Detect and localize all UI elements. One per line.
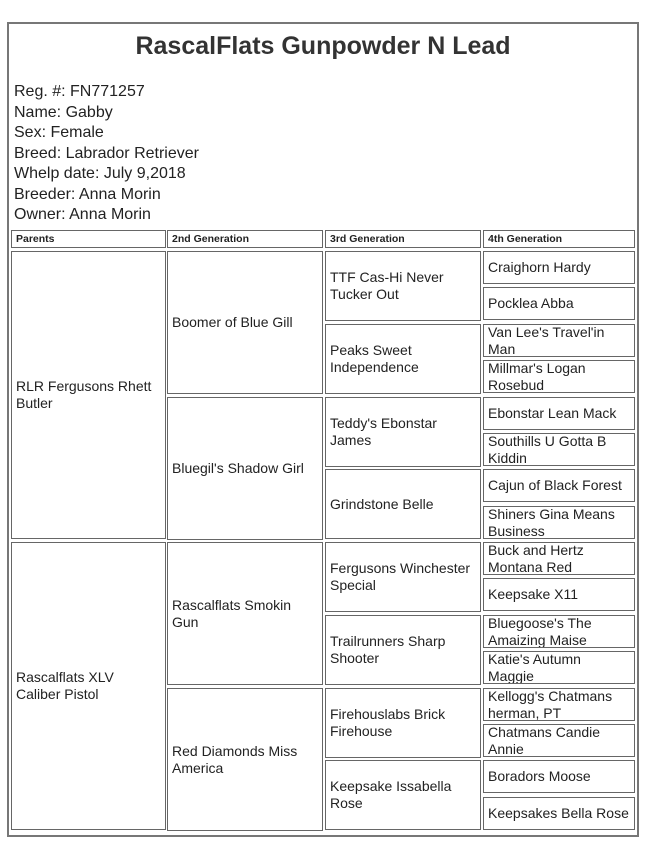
gen3-cell: Grindstone Belle bbox=[325, 469, 481, 539]
gen3-cell: Keepsake Issabella Rose bbox=[325, 760, 481, 830]
pedigree-grid bbox=[9, 228, 637, 835]
gen2-cell: Bluegil's Shadow Girl bbox=[167, 397, 323, 540]
parent-cell: RLR Fergusons Rhett Butler bbox=[11, 251, 166, 539]
gen4-cell: Bluegoose's The Amaizing Maise bbox=[483, 615, 635, 648]
column-header: Parents bbox=[11, 230, 166, 248]
gen3-cell: Firehouslabs Brick Firehouse bbox=[325, 688, 481, 758]
gen3-cell: Trailrunners Sharp Shooter bbox=[325, 615, 481, 685]
gen4-cell: Katie's Autumn Maggie bbox=[483, 651, 635, 684]
column-header: 3rd Generation bbox=[325, 230, 481, 248]
gen4-cell: Craighorn Hardy bbox=[483, 251, 635, 284]
gen3-cell: Teddy's Ebonstar James bbox=[325, 397, 481, 467]
reg-number: Reg. #: FN771257 bbox=[14, 83, 145, 100]
gen4-cell: Van Lee's Travel'in Man bbox=[483, 324, 635, 357]
gen4-cell: Millmar's Logan Rosebud bbox=[483, 360, 635, 393]
header-section bbox=[9, 24, 637, 228]
gen3-cell: TTF Cas-Hi Never Tucker Out bbox=[325, 251, 481, 321]
owner: Owner: Anna Morin bbox=[14, 206, 151, 223]
gen2-cell: Boomer of Blue Gill bbox=[167, 251, 323, 394]
whelp-date: Whelp date: July 9,2018 bbox=[14, 165, 186, 182]
gen4-cell: Southills U Gotta B Kiddin bbox=[483, 433, 635, 466]
column-header: 2nd Generation bbox=[167, 230, 323, 248]
gen4-cell: Pocklea Abba bbox=[483, 287, 635, 320]
gen4-cell: Cajun of Black Forest bbox=[483, 469, 635, 502]
gen2-cell: Rascalflats Smokin Gun bbox=[167, 542, 323, 685]
pedigree-sheet bbox=[7, 22, 639, 837]
column-header: 4th Generation bbox=[483, 230, 635, 248]
gen3-cell: Peaks Sweet Independence bbox=[325, 324, 481, 394]
dog-breed: Breed: Labrador Retriever bbox=[14, 144, 199, 162]
gen2-cell: Red Diamonds Miss America bbox=[167, 688, 323, 831]
dog-name: Name: Gabby bbox=[14, 103, 113, 121]
gen4-cell: Chatmans Candie Annie bbox=[483, 724, 635, 757]
gen4-cell: Boradors Moose bbox=[483, 760, 635, 793]
gen4-cell: Buck and Hertz Montana Red bbox=[483, 542, 635, 575]
dog-info bbox=[14, 82, 199, 226]
gen4-cell: Kellogg's Chatmans herman, PT bbox=[483, 688, 635, 721]
dog-title: RascalFlats Gunpowder N Lead bbox=[135, 32, 511, 60]
gen4-cell: Ebonstar Lean Mack bbox=[483, 397, 635, 430]
gen4-cell: Shiners Gina Means Business bbox=[483, 506, 635, 539]
gen4-cell: Keepsake X11 bbox=[483, 578, 635, 611]
gen4-cell: Keepsakes Bella Rose bbox=[483, 797, 635, 830]
parent-cell: Rascalflats XLV Caliber Pistol bbox=[11, 542, 166, 830]
breeder: Breeder: Anna Morin bbox=[14, 185, 161, 203]
dog-sex: Sex: Female bbox=[14, 124, 104, 141]
gen3-cell: Fergusons Winchester Special bbox=[325, 542, 481, 612]
